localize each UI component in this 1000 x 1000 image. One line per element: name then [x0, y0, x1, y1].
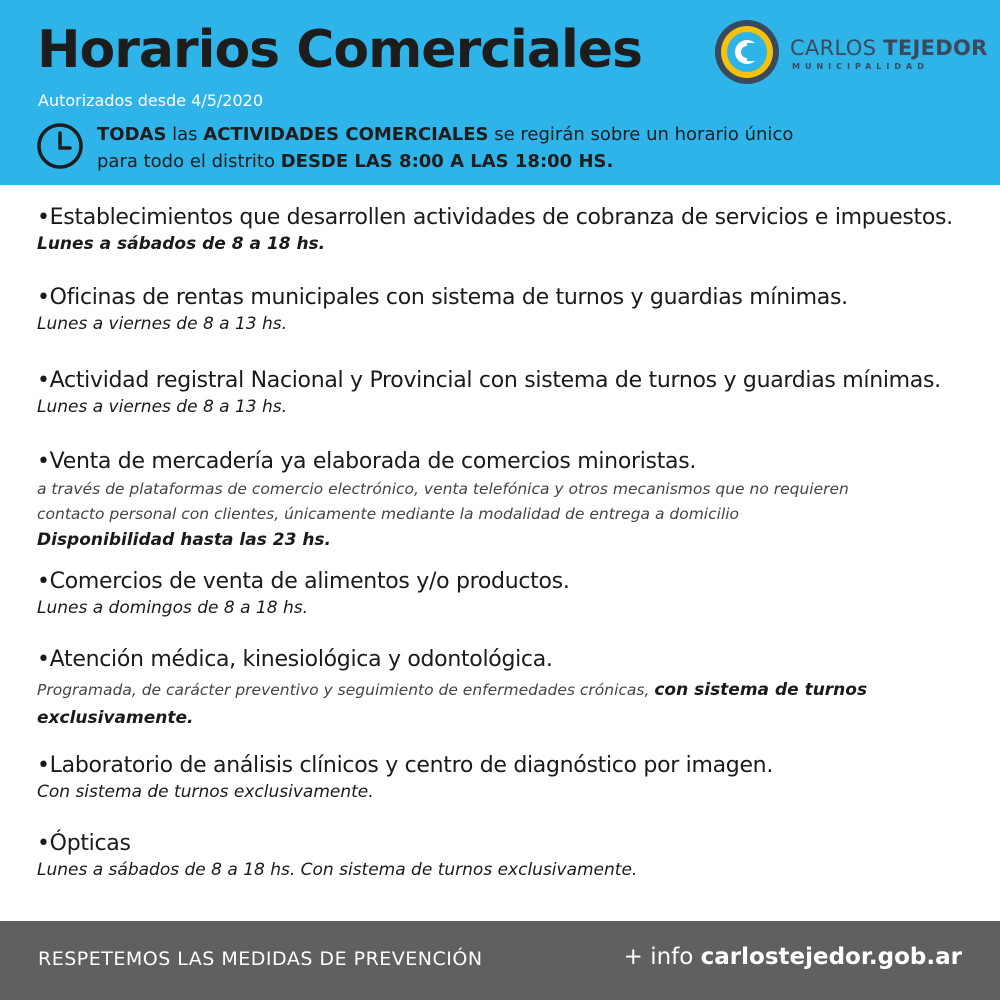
notice-line-2 — [97, 148, 793, 175]
item-description-bold: exclusivamente. — [37, 708, 194, 728]
authorized-date: Autorizados desde 4/5/2020 — [38, 91, 264, 110]
notice-horario-unico: se regirán sobre un horario único — [488, 124, 794, 145]
item-title: •Venta de mercadería ya elaborada de comercios minoristas. — [37, 449, 697, 474]
item-schedule: Con sistema de turnos exclusivamente. — [37, 782, 374, 802]
item-description — [37, 477, 967, 527]
item-description-line: contacto personal con clientes, únicamente mediante la modalidad de entrega a domicilio — [37, 505, 740, 523]
footer-bar — [0, 921, 1000, 1000]
list-item — [37, 205, 967, 254]
notice-actividades: ACTIVIDADES COMERCIALES — [203, 124, 489, 145]
item-title: •Comercios de venta de alimentos y/o productos. — [37, 569, 570, 594]
item-schedule: Lunes a sábados de 8 a 18 hs. Con sistema de turnos exclusivamente. — [37, 860, 638, 880]
item-description-bold: con sistema de turnos — [654, 680, 868, 700]
list-item — [37, 368, 967, 417]
notice-las: las — [166, 124, 204, 145]
notice-hours: DESDE LAS 8:00 A LAS 18:00 HS. — [280, 151, 614, 172]
list-item — [37, 753, 967, 802]
item-title: •Laboratorio de análisis clínicos y centro de diagnóstico por imagen. — [37, 753, 774, 778]
item-schedule: Lunes a viernes de 8 a 13 hs. — [37, 314, 288, 334]
item-title: •Ópticas — [37, 831, 131, 856]
notice-line-1 — [97, 121, 793, 148]
item-title: •Actividad registral Nacional y Provincial con sistema de turnos y guardias mínimas. — [37, 368, 941, 393]
item-description — [37, 676, 967, 732]
general-schedule-notice — [97, 121, 793, 175]
logo-name-carlos: CARLOS — [790, 36, 884, 60]
item-schedule: Lunes a viernes de 8 a 13 hs. — [37, 397, 288, 417]
prevention-message: RESPETEMOS LAS MEDIDAS DE PREVENCIÓN — [38, 948, 483, 970]
municipality-logo-icon — [714, 19, 780, 85]
header-banner — [0, 0, 1000, 185]
website-link[interactable]: carlostejedor.gob.ar — [700, 944, 962, 970]
info-label: + info — [623, 944, 701, 970]
logo-subtitle: MUNICIPALIDAD — [792, 62, 929, 71]
item-description-line: a través de plataformas de comercio electrónico, venta telefónica y otros mecanismos que no requieren — [37, 480, 849, 498]
item-title: •Oficinas de rentas municipales con sistema de turnos y guardias mínimas. — [37, 285, 848, 310]
notice-todas: TODAS — [97, 124, 167, 145]
clock-icon — [36, 122, 84, 170]
footer-info — [624, 944, 962, 970]
logo-wordmark — [790, 36, 988, 60]
notice-distrito: para todo el distrito — [97, 151, 281, 172]
item-title: •Establecimientos que desarrollen actividades de cobranza de servicios e impuestos. — [37, 205, 953, 230]
item-schedule: Lunes a sábados de 8 a 18 hs. — [37, 234, 326, 254]
logo-name-tejedor: TEJEDOR — [883, 36, 988, 60]
list-item — [37, 831, 967, 880]
item-title: •Atención médica, kinesiológica y odontológica. — [37, 647, 553, 672]
page-title: Horarios Comerciales — [37, 20, 642, 80]
list-item — [37, 449, 967, 550]
list-item — [37, 647, 967, 732]
item-schedule: Lunes a domingos de 8 a 18 hs. — [37, 598, 309, 618]
item-schedule: Disponibilidad hasta las 23 hs. — [37, 530, 332, 550]
list-item — [37, 285, 967, 334]
list-item — [37, 569, 967, 618]
item-description-line: Programada, de carácter preventivo y seguimiento de enfermedades crónicas, — [37, 681, 655, 699]
